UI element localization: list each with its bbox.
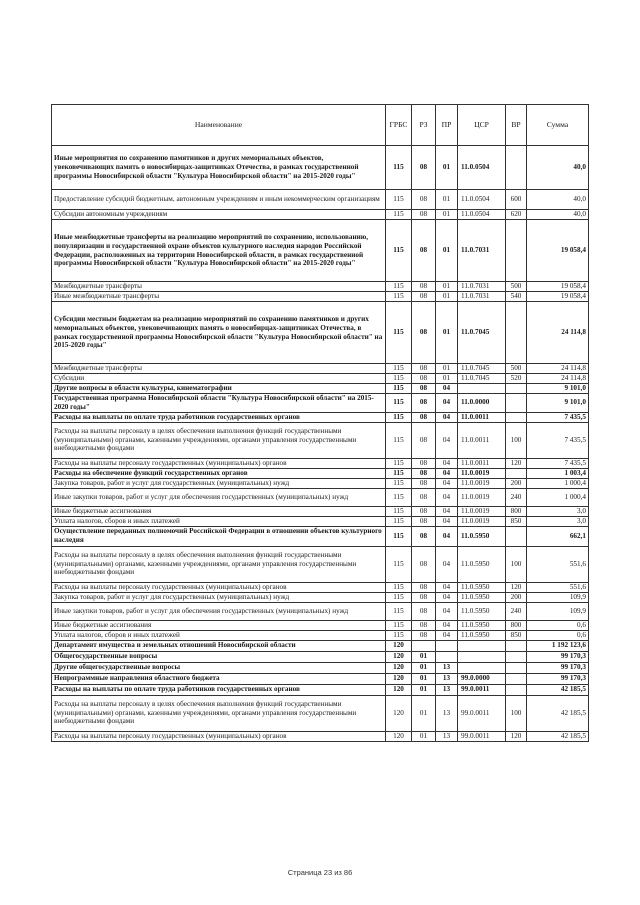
cell-grbs: 115 xyxy=(386,506,412,516)
cell-csr: 11.0.7031 xyxy=(458,292,506,302)
table-row xyxy=(52,488,589,506)
cell-name: Иные закупки товаров, работ и услуг для обеспечения государственных (муниципальных) нужд xyxy=(52,488,386,506)
table-row xyxy=(52,412,589,422)
cell-pr: 01 xyxy=(436,364,458,374)
cell-vr xyxy=(506,302,527,364)
column-header-rz: РЗ xyxy=(412,105,436,146)
cell-sum: 0,6 xyxy=(527,630,589,640)
cell-pr: 04 xyxy=(436,384,458,394)
cell-csr: 11.0.7031 xyxy=(458,220,506,282)
cell-name: Уплата налогов, сборов и иных платежей xyxy=(52,630,386,640)
table-row xyxy=(52,630,589,640)
table-row xyxy=(52,210,589,220)
cell-rz: 08 xyxy=(412,602,436,620)
cell-vr: 120 xyxy=(506,582,527,592)
cell-vr xyxy=(506,146,527,190)
cell-pr: 13 xyxy=(436,695,458,731)
cell-name: Расходы на выплаты персоналу государственных (муниципальных) органов xyxy=(52,731,386,741)
cell-csr: 11.0.7045 xyxy=(458,302,506,364)
cell-csr xyxy=(458,384,506,394)
cell-vr xyxy=(506,662,527,673)
cell-grbs: 115 xyxy=(386,384,412,394)
cell-pr: 01 xyxy=(436,282,458,292)
cell-pr: 13 xyxy=(436,684,458,695)
cell-grbs: 120 xyxy=(386,731,412,741)
cell-csr: 11.0.0011 xyxy=(458,458,506,468)
cell-vr: 800 xyxy=(506,620,527,630)
cell-sum: 19 058,4 xyxy=(527,220,589,282)
cell-name: Расходы на выплаты персоналу государственных (муниципальных) органов xyxy=(52,582,386,592)
cell-pr: 13 xyxy=(436,662,458,673)
cell-name: Расходы на выплаты по оплате труда работников государственных органов xyxy=(52,684,386,695)
cell-pr: 04 xyxy=(436,412,458,422)
cell-csr: 11.0.0000 xyxy=(458,394,506,413)
table-row xyxy=(52,684,589,695)
cell-sum: 3,0 xyxy=(527,516,589,526)
cell-grbs: 115 xyxy=(386,394,412,413)
cell-sum: 7 435,5 xyxy=(527,422,589,458)
column-header-grbs: ГРБС xyxy=(386,105,412,146)
cell-name: Расходы на обеспечение функций государственных органов xyxy=(52,468,386,478)
cell-grbs: 115 xyxy=(386,374,412,384)
column-header-vr: ВР xyxy=(506,105,527,146)
cell-grbs: 115 xyxy=(386,630,412,640)
cell-sum: 42 185,5 xyxy=(527,731,589,741)
cell-name: Расходы на выплаты персоналу в целях обеспечения выполнения функций государственными (муниципальными) органами, казенными учреждениями, органами управления государственными внебюджетными фондами xyxy=(52,695,386,731)
cell-vr: 200 xyxy=(506,478,527,488)
cell-rz: 08 xyxy=(412,592,436,602)
cell-pr: 04 xyxy=(436,422,458,458)
cell-name: Уплата налогов, сборов и иных платежей xyxy=(52,516,386,526)
cell-name: Предоставление субсидий бюджетным, автономным учреждениям и иным некоммерческим организациям xyxy=(52,190,386,210)
cell-sum: 99 170,3 xyxy=(527,651,589,662)
cell-vr: 240 xyxy=(506,602,527,620)
cell-vr xyxy=(506,220,527,282)
cell-grbs: 120 xyxy=(386,684,412,695)
table-row xyxy=(52,364,589,374)
table-row xyxy=(52,282,589,292)
cell-csr: 11.0.0504 xyxy=(458,190,506,210)
cell-grbs: 115 xyxy=(386,602,412,620)
cell-rz: 08 xyxy=(412,458,436,468)
cell-csr: 11.0.0504 xyxy=(458,210,506,220)
cell-grbs: 115 xyxy=(386,190,412,210)
cell-grbs: 120 xyxy=(386,695,412,731)
cell-rz: 08 xyxy=(412,302,436,364)
cell-sum: 19 058,4 xyxy=(527,292,589,302)
cell-vr: 850 xyxy=(506,516,527,526)
cell-vr: 520 xyxy=(506,374,527,384)
cell-sum: 42 185,5 xyxy=(527,695,589,731)
cell-csr: 11.0.5950 xyxy=(458,526,506,546)
cell-grbs: 115 xyxy=(386,146,412,190)
cell-grbs: 115 xyxy=(386,292,412,302)
cell-grbs: 115 xyxy=(386,282,412,292)
cell-sum: 19 058,4 xyxy=(527,282,589,292)
cell-rz: 08 xyxy=(412,468,436,478)
cell-grbs: 120 xyxy=(386,651,412,662)
cell-rz: 08 xyxy=(412,478,436,488)
page-footer: Страница 23 из 86 xyxy=(287,868,353,877)
cell-pr: 04 xyxy=(436,394,458,413)
cell-pr: 01 xyxy=(436,210,458,220)
cell-vr: 200 xyxy=(506,592,527,602)
cell-name: Межбюджетные трансферты xyxy=(52,282,386,292)
cell-vr xyxy=(506,412,527,422)
cell-rz: 01 xyxy=(412,662,436,673)
cell-csr: 99.0.0011 xyxy=(458,684,506,695)
cell-sum: 662,1 xyxy=(527,526,589,546)
cell-name: Субсидии местным бюджетам на реализацию мероприятий по сохранению памятников и других мемориальных объектов, увековечивающих память о новосибирцах-защитниках Отечества, в рамках государственной программы Новосибирской области "Культура Новосибирской области" на 2015-2020 годы" xyxy=(52,302,386,364)
cell-sum: 1 192 123,6 xyxy=(527,640,589,651)
cell-rz: 08 xyxy=(412,582,436,592)
table-row xyxy=(52,731,589,741)
cell-pr: 01 xyxy=(436,146,458,190)
cell-grbs: 115 xyxy=(386,364,412,374)
cell-csr: 11.0.5950 xyxy=(458,592,506,602)
cell-sum: 40,0 xyxy=(527,146,589,190)
cell-csr xyxy=(458,662,506,673)
cell-rz: 08 xyxy=(412,146,436,190)
cell-pr xyxy=(436,651,458,662)
cell-rz: 08 xyxy=(412,630,436,640)
cell-rz: 08 xyxy=(412,526,436,546)
table-row xyxy=(52,506,589,516)
cell-pr: 01 xyxy=(436,220,458,282)
cell-rz: 08 xyxy=(412,364,436,374)
cell-csr: 11.0.5950 xyxy=(458,602,506,620)
cell-vr: 540 xyxy=(506,292,527,302)
cell-name: Субсидии автономным учреждениям xyxy=(52,210,386,220)
cell-grbs: 115 xyxy=(386,210,412,220)
table-row xyxy=(52,146,589,190)
cell-name: Осуществление переданных полномочий Российской Федерации в отношении объектов культурного наследия xyxy=(52,526,386,546)
cell-pr: 04 xyxy=(436,488,458,506)
cell-sum: 1 003,4 xyxy=(527,468,589,478)
cell-pr: 13 xyxy=(436,673,458,684)
cell-vr: 120 xyxy=(506,458,527,468)
table-row xyxy=(52,592,589,602)
cell-rz: 08 xyxy=(412,292,436,302)
cell-rz: 08 xyxy=(412,546,436,582)
table-row xyxy=(52,546,589,582)
column-header-sum: Сумма xyxy=(527,105,589,146)
table-row xyxy=(52,695,589,731)
cell-vr xyxy=(506,394,527,413)
cell-vr: 500 xyxy=(506,364,527,374)
table-row xyxy=(52,468,589,478)
cell-pr: 01 xyxy=(436,292,458,302)
cell-name: Закупка товаров, работ и услуг для государственных (муниципальных) нужд xyxy=(52,478,386,488)
cell-grbs: 115 xyxy=(386,220,412,282)
cell-grbs: 115 xyxy=(386,478,412,488)
cell-grbs: 120 xyxy=(386,662,412,673)
cell-sum: 42 185,5 xyxy=(527,684,589,695)
cell-grbs: 115 xyxy=(386,468,412,478)
table-row xyxy=(52,673,589,684)
cell-vr xyxy=(506,526,527,546)
cell-pr: 13 xyxy=(436,731,458,741)
cell-sum: 9 101,0 xyxy=(527,384,589,394)
table-row xyxy=(52,526,589,546)
cell-sum: 1 000,4 xyxy=(527,478,589,488)
cell-csr: 11.0.5950 xyxy=(458,630,506,640)
cell-vr xyxy=(506,384,527,394)
cell-rz: 08 xyxy=(412,620,436,630)
cell-rz: 08 xyxy=(412,506,436,516)
cell-pr xyxy=(436,640,458,651)
cell-grbs: 115 xyxy=(386,458,412,468)
cell-rz: 08 xyxy=(412,210,436,220)
cell-rz: 08 xyxy=(412,220,436,282)
cell-grbs: 115 xyxy=(386,488,412,506)
cell-pr: 04 xyxy=(436,546,458,582)
cell-csr xyxy=(458,640,506,651)
cell-rz: 08 xyxy=(412,412,436,422)
cell-sum: 1 000,4 xyxy=(527,488,589,506)
cell-sum: 109,9 xyxy=(527,602,589,620)
cell-vr: 100 xyxy=(506,695,527,731)
cell-name: Расходы на выплаты персоналу в целях обеспечения выполнения функций государственными (муниципальными) органами, казенными учреждениями, органами управления государственными внебюджетными фондами xyxy=(52,422,386,458)
cell-pr: 04 xyxy=(436,468,458,478)
cell-name: Другие общегосударственные вопросы xyxy=(52,662,386,673)
cell-vr: 800 xyxy=(506,506,527,516)
table-row xyxy=(52,394,589,413)
cell-name: Иные закупки товаров, работ и услуг для обеспечения государственных (муниципальных) нужд xyxy=(52,602,386,620)
cell-pr: 01 xyxy=(436,374,458,384)
cell-sum: 0,6 xyxy=(527,620,589,630)
cell-rz xyxy=(412,640,436,651)
cell-csr xyxy=(458,651,506,662)
cell-grbs: 115 xyxy=(386,422,412,458)
cell-vr: 120 xyxy=(506,731,527,741)
cell-vr xyxy=(506,640,527,651)
table-header-row xyxy=(52,105,589,146)
cell-vr xyxy=(506,673,527,684)
cell-name: Иные бюджетные ассигнования xyxy=(52,506,386,516)
cell-sum: 9 101,0 xyxy=(527,394,589,413)
table-row xyxy=(52,384,589,394)
cell-grbs: 120 xyxy=(386,673,412,684)
cell-sum: 7 435,5 xyxy=(527,458,589,468)
cell-csr: 11.0.0019 xyxy=(458,488,506,506)
cell-sum: 109,9 xyxy=(527,592,589,602)
table-body xyxy=(52,146,589,742)
cell-csr: 99.0.0011 xyxy=(458,731,506,741)
cell-csr: 11.0.0019 xyxy=(458,506,506,516)
table-row xyxy=(52,516,589,526)
cell-pr: 04 xyxy=(436,620,458,630)
cell-rz: 01 xyxy=(412,695,436,731)
cell-csr: 11.0.5950 xyxy=(458,620,506,630)
cell-vr: 850 xyxy=(506,630,527,640)
cell-vr: 620 xyxy=(506,210,527,220)
cell-sum: 99 170,3 xyxy=(527,673,589,684)
cell-grbs: 115 xyxy=(386,592,412,602)
cell-name: Субсидии xyxy=(52,374,386,384)
cell-name: Непрограммные направления областного бюджета xyxy=(52,673,386,684)
table-row xyxy=(52,651,589,662)
table-row xyxy=(52,190,589,210)
column-header-pr: ПР xyxy=(436,105,458,146)
cell-pr: 04 xyxy=(436,592,458,602)
cell-grbs: 115 xyxy=(386,546,412,582)
cell-name: Межбюджетные трансферты xyxy=(52,364,386,374)
table-row xyxy=(52,478,589,488)
cell-name: Закупка товаров, работ и услуг для государственных (муниципальных) нужд xyxy=(52,592,386,602)
cell-name: Расходы на выплаты по оплате труда работников государственных органов xyxy=(52,412,386,422)
cell-csr: 99.0.0000 xyxy=(458,673,506,684)
cell-pr: 04 xyxy=(436,516,458,526)
cell-name: Государственная программа Новосибирской области "Культура Новосибирской области" на 2015-2020 годы" xyxy=(52,394,386,413)
cell-name: Общегосударственные вопросы xyxy=(52,651,386,662)
cell-sum: 7 435,5 xyxy=(527,412,589,422)
table-row xyxy=(52,640,589,651)
cell-pr: 04 xyxy=(436,630,458,640)
cell-rz: 08 xyxy=(412,394,436,413)
cell-csr: 11.0.7045 xyxy=(458,364,506,374)
table-row xyxy=(52,458,589,468)
cell-sum: 3,0 xyxy=(527,506,589,516)
cell-rz: 08 xyxy=(412,190,436,210)
table-row xyxy=(52,602,589,620)
cell-pr: 04 xyxy=(436,478,458,488)
cell-vr: 100 xyxy=(506,546,527,582)
cell-rz: 08 xyxy=(412,516,436,526)
cell-rz: 08 xyxy=(412,384,436,394)
cell-grbs: 115 xyxy=(386,516,412,526)
cell-rz: 01 xyxy=(412,673,436,684)
table-row xyxy=(52,422,589,458)
column-header-csr: ЦСР xyxy=(458,105,506,146)
cell-name: Департамент имущества и земельных отношений Новосибирской области xyxy=(52,640,386,651)
cell-vr xyxy=(506,651,527,662)
cell-sum: 40,0 xyxy=(527,190,589,210)
table-row xyxy=(52,302,589,364)
cell-sum: 24 114,8 xyxy=(527,374,589,384)
cell-csr: 11.0.0019 xyxy=(458,478,506,488)
cell-sum: 40,0 xyxy=(527,210,589,220)
cell-grbs: 115 xyxy=(386,620,412,630)
cell-pr: 01 xyxy=(436,190,458,210)
cell-csr: 11.0.0019 xyxy=(458,468,506,478)
cell-grbs: 120 xyxy=(386,640,412,651)
cell-name: Другие вопросы в области культуры, кинематографии xyxy=(52,384,386,394)
cell-name: Иные мероприятия по сохранению памятников и других мемориальных объектов, увековечивающих память о новосибирцах-защитниках Отечества, в рамках государственной программы Новосибирской области "Культура Новосибирской области" на 2015-2020 годы" xyxy=(52,146,386,190)
cell-vr: 500 xyxy=(506,282,527,292)
cell-sum: 24 114,8 xyxy=(527,302,589,364)
cell-vr: 240 xyxy=(506,488,527,506)
cell-csr: 11.0.7045 xyxy=(458,374,506,384)
cell-csr: 11.0.5950 xyxy=(458,546,506,582)
table-row xyxy=(52,620,589,630)
cell-grbs: 115 xyxy=(386,582,412,592)
cell-pr: 04 xyxy=(436,526,458,546)
cell-grbs: 115 xyxy=(386,412,412,422)
cell-rz: 08 xyxy=(412,374,436,384)
table-row xyxy=(52,292,589,302)
cell-sum: 551,6 xyxy=(527,546,589,582)
table-row xyxy=(52,374,589,384)
cell-pr: 04 xyxy=(436,602,458,620)
cell-vr: 600 xyxy=(506,190,527,210)
cell-name: Иные межбюджетные трансферты на реализацию мероприятий по сохранению, использованию, популяризации и государственной охране объектов культурного наследия народов Российской Федерации, расположенных на территории Новосибирской области, в рамках государственной программы Новосибирской области "Культура Новосибирской области" на 2015-2020 годы" xyxy=(52,220,386,282)
cell-csr: 11.0.0011 xyxy=(458,422,506,458)
cell-sum: 99 170,3 xyxy=(527,662,589,673)
cell-grbs: 115 xyxy=(386,526,412,546)
cell-name: Иные межбюджетные трансферты xyxy=(52,292,386,302)
table-row xyxy=(52,582,589,592)
table-row xyxy=(52,662,589,673)
cell-name: Иные бюджетные ассигнования xyxy=(52,620,386,630)
cell-grbs: 115 xyxy=(386,302,412,364)
cell-rz: 01 xyxy=(412,731,436,741)
cell-csr: 99.0.0011 xyxy=(458,695,506,731)
cell-name: Расходы на выплаты персоналу государственных (муниципальных) органов xyxy=(52,458,386,468)
cell-rz: 08 xyxy=(412,422,436,458)
column-header-name: Наименование xyxy=(52,105,386,146)
cell-vr xyxy=(506,684,527,695)
cell-csr: 11.0.0011 xyxy=(458,412,506,422)
cell-csr: 11.0.0019 xyxy=(458,516,506,526)
cell-pr: 04 xyxy=(436,506,458,516)
cell-pr: 04 xyxy=(436,458,458,468)
cell-sum: 24 114,8 xyxy=(527,364,589,374)
cell-rz: 01 xyxy=(412,684,436,695)
cell-csr: 11.0.0504 xyxy=(458,146,506,190)
cell-rz: 01 xyxy=(412,651,436,662)
cell-pr: 04 xyxy=(436,582,458,592)
cell-name: Расходы на выплаты персоналу в целях обеспечения выполнения функций государственными (муниципальными) органами, казенными учреждениями, органами управления государственными внебюджетными фондами xyxy=(52,546,386,582)
budget-table xyxy=(51,104,589,742)
cell-vr xyxy=(506,468,527,478)
cell-rz: 08 xyxy=(412,282,436,292)
cell-sum: 551,6 xyxy=(527,582,589,592)
cell-rz: 08 xyxy=(412,488,436,506)
cell-csr: 11.0.7031 xyxy=(458,282,506,292)
table-row xyxy=(52,220,589,282)
cell-vr: 100 xyxy=(506,422,527,458)
cell-csr: 11.0.5950 xyxy=(458,582,506,592)
cell-pr: 01 xyxy=(436,302,458,364)
